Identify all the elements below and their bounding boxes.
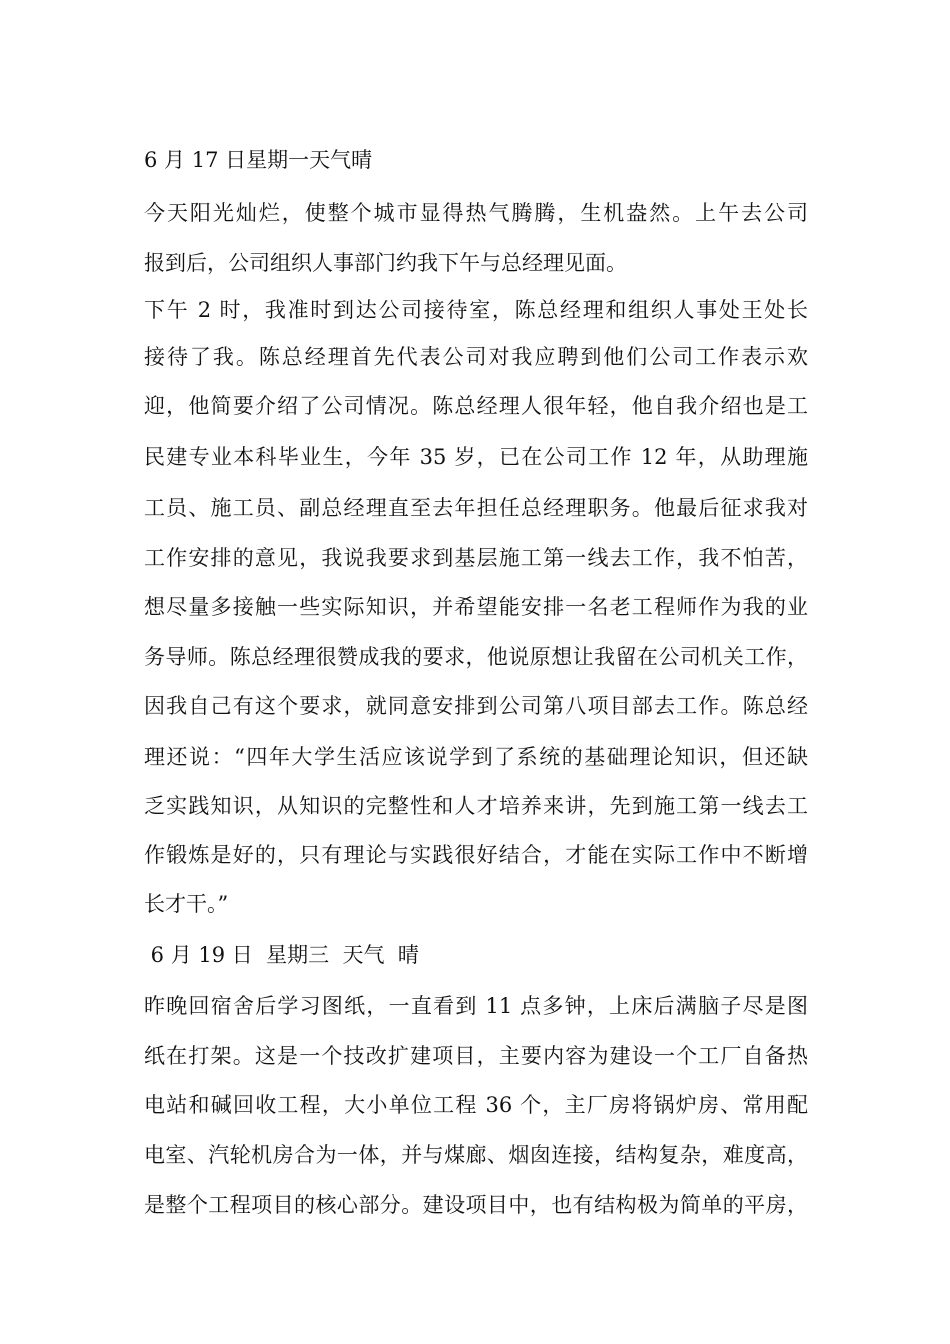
paragraph-line: 工作安排的意见，我说我要求到基层施工第一线去工作，我不怕苦， [144,546,808,570]
paragraph-line: 因我自己有这个要求，就同意安排到公司第八项目部去工作。陈总经 [144,694,808,718]
paragraph-line: 工员、施工员、副总经理直至去年担任总经理职务。他最后征求我对 [144,496,808,520]
paragraph-line: 乏实践知识，从知识的完整性和人才培养来讲，先到施工第一线去工 [144,794,808,818]
paragraph-line: 是整个工程项目的核心部分。建设项目中，也有结构极为简单的平房， [144,1193,808,1217]
paragraph-line: 民建专业本科毕业生，今年 35 岁，已在公司工作 12 年，从助理施 [144,445,808,469]
paragraph-line: 长才干。” [144,892,229,916]
paragraph-line: 电站和碱回收工程，大小单位工程 36 个，主厂房将锅炉房、常用配 [144,1093,808,1117]
paragraph-line: 想尽量多接触一些实际知识，并希望能安排一名老工程师作为我的业 [144,595,808,619]
paragraph-line: 理还说：“四年大学生活应该说学到了系统的基础理论知识，但还缺 [144,745,808,769]
paragraph-line: 下午 2 时，我准时到达公司接待室，陈总经理和组织人事处王处长 [144,298,808,322]
paragraph-line: 迎，他简要介绍了公司情况。陈总经理人很年轻，他自我介绍也是工 [144,394,808,418]
paragraph-line: 电室、汽轮机房合为一体，并与煤廊、烟囱连接，结构复杂，难度高， [144,1143,808,1167]
paragraph-line: 今天阳光灿烂，使整个城市显得热气腾腾，生机盎然。上午去公司 [144,201,808,225]
entry-date-heading: 6 月 19 日 星期三 天气 晴 [144,943,419,967]
paragraph-line: 作锻炼是好的，只有理论与实践很好结合，才能在实际工作中不断增 [144,843,808,867]
entry-date-heading: 6 月 17 日星期一天气晴 [144,148,373,172]
paragraph-line: 务导师。陈总经理很赞成我的要求，他说原想让我留在公司机关工作， [144,645,808,669]
paragraph-line: 报到后，公司组织人事部门约我下午与总经理见面。 [144,251,627,275]
paragraph-line: 接待了我。陈总经理首先代表公司对我应聘到他们公司工作表示欢 [144,345,808,369]
paragraph-line: 纸在打架。这是一个技改扩建项目，主要内容为建设一个工厂自备热 [144,1044,808,1068]
paragraph-line: 昨晚回宿舍后学习图纸，一直看到 11 点多钟，上床后满脑子尽是图 [144,994,808,1018]
